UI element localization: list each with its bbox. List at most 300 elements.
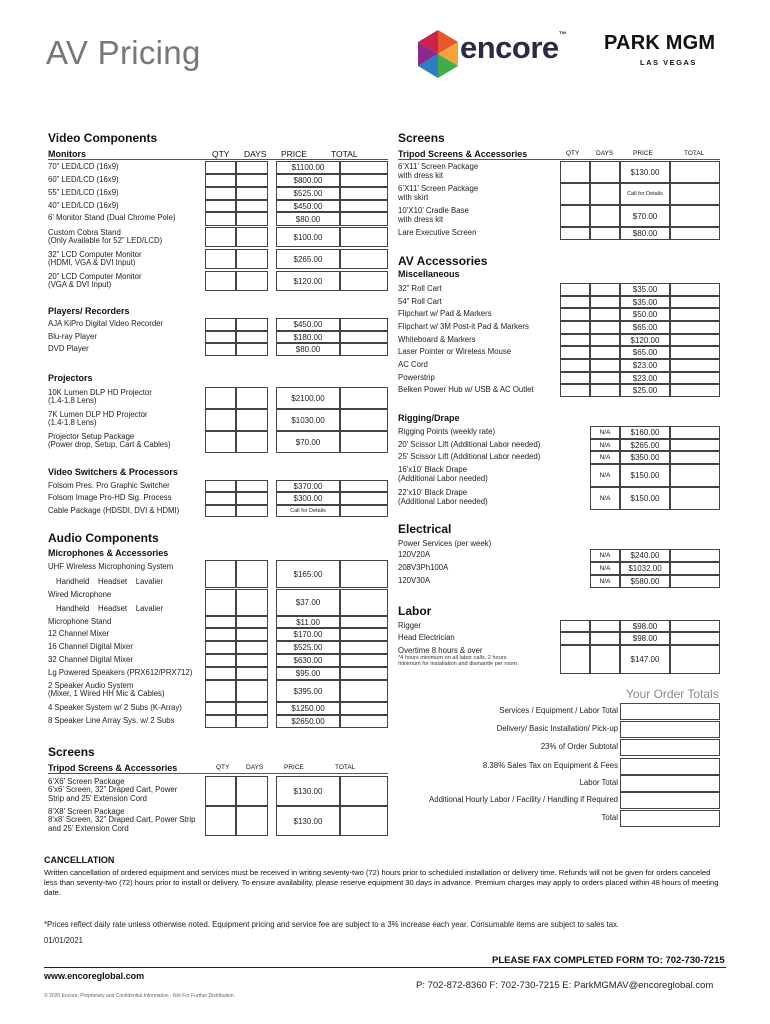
days-input[interactable]: [236, 560, 268, 588]
item-label: 2 Speaker Audio System: [48, 681, 134, 690]
total-input[interactable]: [340, 654, 388, 667]
item-detail: (1.4-1.8 Lens): [48, 396, 97, 405]
qty-input[interactable]: [590, 346, 620, 359]
qty-input[interactable]: [205, 492, 236, 505]
qty-input[interactable]: [590, 334, 620, 346]
qty-input[interactable]: [205, 702, 236, 715]
monitors-heading: Monitors: [48, 149, 86, 159]
total-input[interactable]: [340, 271, 388, 291]
total-input[interactable]: [670, 205, 720, 227]
total-input[interactable]: [670, 359, 720, 372]
qty-header-2: QTY: [216, 764, 230, 771]
qty-input-2[interactable]: [560, 346, 590, 359]
price-note: *Prices reflect daily rate unless otherwise noted. Equipment pricing and service fee are subject to a 3% increase each year. Consumable items are subject to sales tax.: [44, 920, 620, 929]
total-input[interactable]: [670, 384, 720, 397]
na-label: N/A: [599, 454, 611, 461]
item-label: 22’x10’ Black Drape: [398, 488, 468, 497]
qty-input[interactable]: [590, 620, 620, 632]
qty-input[interactable]: [205, 616, 236, 628]
total-input[interactable]: [340, 480, 388, 492]
tripod-screens-right-heading: Tripod Screens & Accessories: [398, 149, 528, 159]
price-value: $70.00: [295, 437, 321, 447]
qty-input[interactable]: [205, 318, 236, 331]
price-cell: [276, 641, 340, 654]
days-input[interactable]: [236, 318, 268, 331]
price-cell: [620, 161, 670, 183]
item-label: Lg Powered Speakers (PRX612/PRX712): [48, 668, 193, 677]
item-label: 6’X11’ Screen Package: [398, 162, 479, 171]
price-cell: [276, 680, 340, 702]
qty-input[interactable]: [205, 271, 236, 291]
item-label: 25’ Scissor Lift (Additional Labor needed): [398, 452, 541, 461]
total-row-input[interactable]: [620, 703, 720, 720]
qty-input[interactable]: [205, 200, 236, 212]
item-label: 7K Lumen DLP HD Projector: [48, 410, 148, 419]
total-input[interactable]: [670, 632, 720, 645]
days-input[interactable]: [236, 187, 268, 200]
total-input[interactable]: [670, 426, 720, 439]
uhf-options: Handheld Headset Lavalier: [56, 577, 164, 586]
price-cell: [620, 205, 670, 227]
item-label: Rigging Points (weekly rate): [398, 427, 496, 436]
price-value: $170.00: [293, 630, 323, 639]
price-value: $130.00: [293, 786, 323, 796]
item-label: DVD Player: [48, 344, 89, 353]
total-input[interactable]: [340, 431, 388, 453]
total-input[interactable]: [340, 806, 388, 836]
park-mgm-logo: PARK MGM: [604, 32, 716, 54]
days-input[interactable]: [236, 480, 268, 492]
page-title: AV Pricing: [46, 34, 201, 71]
price-value: $525.00: [293, 189, 323, 198]
price-cell: [276, 271, 340, 291]
qty-input-2[interactable]: [560, 283, 590, 296]
price-value: $165.00: [293, 569, 323, 579]
item-label: Whiteboard & Markers: [398, 335, 476, 344]
qty-input[interactable]: [590, 645, 620, 674]
qty-input[interactable]: [205, 343, 236, 356]
qty-input[interactable]: [590, 384, 620, 397]
total-input[interactable]: [340, 776, 388, 806]
item-label: 20” LCD Computer Monitor: [48, 272, 142, 281]
total-row-input[interactable]: [620, 792, 720, 809]
qty-input[interactable]: [205, 776, 236, 806]
qty-input[interactable]: [590, 575, 620, 588]
days-input[interactable]: [236, 161, 268, 174]
qty-input-2[interactable]: [560, 632, 590, 645]
total-input[interactable]: [670, 439, 720, 451]
total-input[interactable]: [340, 560, 388, 588]
days-input[interactable]: [236, 249, 268, 269]
item-label: Rigger: [398, 621, 421, 630]
qty-input[interactable]: [205, 187, 236, 200]
total-input[interactable]: [340, 589, 388, 616]
total-row-label: Additional Hourly Labor / Facility / Handling if Required: [429, 795, 618, 804]
item-label: 16’x10’ Black Drape: [398, 465, 468, 474]
total-input[interactable]: [340, 331, 388, 343]
total-header-2: TOTAL: [335, 764, 356, 771]
days-input[interactable]: [236, 628, 268, 641]
qty-input[interactable]: [205, 212, 236, 226]
qty-input[interactable]: [590, 487, 620, 510]
qty-input[interactable]: [205, 409, 236, 431]
total-input[interactable]: [670, 346, 720, 359]
item-detail: with dress kit: [398, 215, 444, 224]
days-input[interactable]: [236, 589, 268, 616]
days-input[interactable]: [236, 667, 268, 680]
price-cell: [620, 227, 670, 240]
total-input[interactable]: [340, 343, 388, 356]
item-label: AC Cord: [398, 360, 428, 369]
item-detail: 8’x8’ Screen, 32” Draped Cart, Power Strip: [48, 815, 196, 824]
qty-input-2[interactable]: [560, 296, 590, 308]
las-vegas-text: LAS VEGAS: [640, 58, 697, 67]
qty-input[interactable]: [205, 560, 236, 588]
total-row-input[interactable]: [620, 739, 720, 756]
na-label: N/A: [599, 578, 611, 585]
days-input[interactable]: [236, 227, 268, 247]
total-input[interactable]: [670, 562, 720, 575]
item-detail: (VGA & DVI Input): [48, 280, 112, 289]
days-input[interactable]: [236, 492, 268, 505]
item-detail: (1.4-1.8 Lens): [48, 418, 97, 427]
qty-input[interactable]: [205, 431, 236, 453]
total-row-input[interactable]: [620, 721, 720, 738]
total-input[interactable]: [670, 372, 720, 384]
item-label: 70” LED/LCD (16x9): [48, 162, 119, 171]
price-value: $300.00: [293, 494, 323, 503]
qty-input[interactable]: [205, 806, 236, 836]
item-label: 32” LCD Computer Monitor: [48, 250, 142, 259]
total-input[interactable]: [670, 321, 720, 334]
qty-input-2[interactable]: [560, 161, 590, 183]
qty-input-2[interactable]: [560, 372, 590, 384]
total-row-label: Services / Equipment / Labor Total: [499, 706, 618, 715]
price-value: $240.00: [630, 551, 660, 560]
days-input[interactable]: [236, 776, 268, 806]
qty-input[interactable]: [590, 283, 620, 296]
days-input[interactable]: [236, 431, 268, 453]
total-row-label: 23% of Order Subtotal: [540, 742, 618, 751]
encore-wordmark: encore™: [460, 30, 567, 65]
qty-input[interactable]: [590, 549, 620, 562]
total-input[interactable]: [340, 174, 388, 187]
qty-input[interactable]: [590, 632, 620, 645]
days-input[interactable]: [236, 174, 268, 187]
qty-input[interactable]: [590, 205, 620, 227]
price-cell: [620, 575, 670, 588]
price-value: $150.00: [630, 494, 660, 503]
total-input[interactable]: [340, 702, 388, 715]
item-label: 60” LED/LCD (16x9): [48, 175, 119, 184]
total-input[interactable]: [340, 616, 388, 628]
price-cell: [620, 334, 670, 346]
price-cell: [620, 426, 670, 439]
price-cell: [276, 227, 340, 247]
item-label: Lare Executive Screen: [398, 228, 477, 237]
item-label: Microphone Stand: [48, 617, 112, 626]
qty-input[interactable]: [205, 667, 236, 680]
price-cell: [276, 249, 340, 269]
price-value: $130.00: [293, 816, 323, 826]
item-label: 10K Lumen DLP HD Projector: [48, 388, 152, 397]
total-input[interactable]: [340, 492, 388, 505]
price-value: $120.00: [293, 276, 323, 286]
price-cell: [620, 359, 670, 372]
price-cell: [620, 645, 670, 674]
days-input[interactable]: [236, 680, 268, 702]
total-input[interactable]: [670, 334, 720, 346]
qty-input-2[interactable]: [560, 308, 590, 321]
price-value: $800.00: [293, 176, 323, 185]
item-label: 208V3Ph100A: [398, 563, 449, 572]
total-input[interactable]: [340, 249, 388, 269]
wired-options: Handheld Headset Lavalier: [56, 604, 164, 613]
qty-input[interactable]: [590, 372, 620, 384]
days-input[interactable]: [236, 654, 268, 667]
item-label: Blu-ray Player: [48, 332, 97, 341]
item-detail: (Power drop, Setup, Cart & Cables): [48, 440, 171, 449]
qty-input[interactable]: [590, 439, 620, 451]
qty-input-2[interactable]: [560, 205, 590, 227]
total-input[interactable]: [670, 283, 720, 296]
qty-input[interactable]: [590, 451, 620, 464]
qty-input[interactable]: [590, 426, 620, 439]
total-row-input[interactable]: [620, 758, 720, 775]
price-cell: [620, 439, 670, 451]
microphones-heading: Microphones & Accessories: [48, 548, 169, 558]
total-input[interactable]: [670, 549, 720, 562]
website-link[interactable]: www.encoreglobal.com: [44, 971, 145, 981]
item-label: 32” Roll Cart: [398, 284, 442, 293]
price-cell: [620, 372, 670, 384]
price-value: $630.00: [293, 656, 323, 665]
price-cell: [276, 331, 340, 343]
total-input[interactable]: [670, 308, 720, 321]
qty-input[interactable]: [590, 161, 620, 183]
total-input[interactable]: [340, 628, 388, 641]
price-cell: [276, 343, 340, 356]
price-value: $525.00: [293, 643, 323, 652]
item-label: 6’X6’ Screen Package: [48, 777, 125, 786]
qty-input-2[interactable]: [560, 645, 590, 674]
qty-input[interactable]: [590, 183, 620, 205]
total-input[interactable]: [340, 161, 388, 174]
qty-input-2[interactable]: [560, 334, 590, 346]
total-input[interactable]: [670, 645, 720, 674]
price-cell: [276, 628, 340, 641]
video-components-heading: Video Components: [48, 131, 158, 145]
total-input[interactable]: [670, 451, 720, 464]
price-value: $65.00: [632, 323, 658, 332]
days-input[interactable]: [236, 505, 268, 517]
price-value: Call for Details: [627, 191, 663, 197]
qty-input-2[interactable]: [560, 321, 590, 334]
total-input[interactable]: [340, 227, 388, 247]
qty-input[interactable]: [590, 308, 620, 321]
qty-input[interactable]: [590, 562, 620, 575]
price-cell: [276, 589, 340, 616]
item-label: Cable Package (HDSDI, DVI & HDMI): [48, 506, 180, 515]
days-header-3: DAYS: [596, 150, 614, 157]
total-row-input[interactable]: [620, 775, 720, 792]
days-input[interactable]: [236, 200, 268, 212]
item-label: 8 Speaker Line Array Sys. w/ 2 Subs: [48, 716, 175, 725]
qty-input-2[interactable]: [560, 359, 590, 372]
total-row-label: 8.38% Sales Tax on Equipment & Fees: [482, 761, 618, 770]
total-input[interactable]: [340, 667, 388, 680]
total-input[interactable]: [670, 620, 720, 632]
price-cell: [276, 560, 340, 588]
order-totals-heading: Your Order Totals: [626, 687, 719, 701]
total-input[interactable]: [340, 641, 388, 654]
total-input[interactable]: [340, 212, 388, 226]
na-label: N/A: [599, 552, 611, 559]
total-input[interactable]: [340, 680, 388, 702]
total-input[interactable]: [670, 464, 720, 487]
total-input[interactable]: [670, 487, 720, 510]
item-label: 6’X11’ Screen Package: [398, 184, 479, 193]
item-detail: 6’x6’ Screen, 32” Draped Cart, Power: [48, 785, 178, 794]
contact-info: P: 702-872-8360 F: 702-730-7215 E: ParkMGMAV@encoreglobal.com: [416, 980, 714, 991]
qty-input[interactable]: [590, 464, 620, 487]
qty-input-2[interactable]: [560, 620, 590, 632]
qty-input[interactable]: [205, 628, 236, 641]
qty-input[interactable]: [590, 321, 620, 334]
item-label: 120V20A: [398, 550, 431, 559]
price-cell: [620, 632, 670, 645]
form-date: 01/01/2021: [44, 936, 84, 945]
total-input[interactable]: [340, 318, 388, 331]
days-input[interactable]: [236, 715, 268, 728]
price-value: $350.00: [630, 453, 660, 462]
qty-input[interactable]: [205, 387, 236, 409]
days-input[interactable]: [236, 387, 268, 409]
price-cell: [276, 480, 340, 492]
item-note: *4 hours minimum on all labor calls. 2 hours: [398, 655, 507, 661]
days-input[interactable]: [236, 331, 268, 343]
price-value: $80.00: [632, 229, 658, 238]
item-detail: and 25’ Extension Cord: [48, 824, 129, 833]
item-label: 20’ Scissor Lift (Additional Labor needed): [398, 440, 541, 449]
qty-input[interactable]: [205, 589, 236, 616]
item-label: Custom Cobra Stand: [48, 228, 121, 237]
total-input[interactable]: [340, 387, 388, 409]
item-detail: with skirt: [398, 193, 429, 202]
qty-input[interactable]: [590, 227, 620, 240]
price-cell: [276, 667, 340, 680]
total-input[interactable]: [670, 227, 720, 240]
qty-input-2[interactable]: [560, 183, 590, 205]
days-input[interactable]: [236, 616, 268, 628]
qty-input[interactable]: [205, 249, 236, 269]
qty-input-2[interactable]: [560, 384, 590, 397]
qty-input[interactable]: [205, 641, 236, 654]
total-input[interactable]: [670, 161, 720, 183]
price-value: $65.00: [632, 348, 658, 357]
audio-components-heading: Audio Components: [48, 531, 159, 545]
total-header: TOTAL: [331, 149, 358, 159]
projectors-heading: Projectors: [48, 373, 93, 383]
total-header-3: TOTAL: [684, 150, 705, 157]
qty-input[interactable]: [205, 654, 236, 667]
qty-input-2[interactable]: [560, 227, 590, 240]
rigging-heading: Rigging/Drape: [398, 413, 460, 423]
price-cell: [276, 387, 340, 409]
total-row-label: Delivery/ Basic Installation/ Pick-up: [496, 724, 618, 733]
total-input[interactable]: [340, 715, 388, 728]
na-label: N/A: [599, 472, 611, 479]
total-input[interactable]: [340, 200, 388, 212]
item-label: Head Electrician: [398, 633, 455, 642]
price-cell: [620, 487, 670, 510]
price-value: $160.00: [630, 428, 660, 437]
total-input[interactable]: [670, 296, 720, 308]
uhf-label: UHF Wireless Microphoning System: [48, 562, 174, 571]
power-services-label: Power Services (per week): [398, 539, 492, 548]
price-cell: [620, 346, 670, 359]
total-input[interactable]: [670, 575, 720, 588]
price-value: $25.00: [632, 386, 658, 395]
price-value: $150.00: [630, 471, 660, 480]
price-value: $130.00: [630, 167, 660, 177]
price-value: $100.00: [293, 232, 323, 242]
price-value: $80.00: [295, 345, 321, 354]
price-value: $147.00: [630, 655, 660, 664]
total-row-input[interactable]: [620, 810, 720, 827]
total-input[interactable]: [340, 409, 388, 431]
qty-input[interactable]: [205, 161, 236, 174]
days-input[interactable]: [236, 212, 268, 226]
days-input[interactable]: [236, 409, 268, 431]
qty-input[interactable]: [590, 359, 620, 372]
total-input[interactable]: [670, 183, 720, 205]
wired-mic-label: Wired Microphone: [48, 590, 112, 599]
price-cell: [276, 492, 340, 505]
days-input[interactable]: [236, 806, 268, 836]
total-input[interactable]: [340, 505, 388, 517]
qty-input[interactable]: [205, 174, 236, 187]
item-label: Laser Pointer or Wireless Mouse: [398, 347, 512, 356]
price-value: $180.00: [293, 332, 323, 342]
item-label: 6’ Monitor Stand (Dual Chrome Pole): [48, 213, 176, 222]
price-cell: [620, 562, 670, 575]
qty-input[interactable]: [205, 227, 236, 247]
qty-header-3: QTY: [566, 150, 580, 157]
total-input[interactable]: [340, 187, 388, 200]
qty-input[interactable]: [590, 296, 620, 308]
qty-input[interactable]: [205, 680, 236, 702]
qty-input[interactable]: [205, 505, 236, 517]
days-input[interactable]: [236, 343, 268, 356]
qty-input[interactable]: [205, 331, 236, 343]
na-label: N/A: [599, 565, 611, 572]
total-row-label: Total: [601, 813, 618, 822]
price-value: $70.00: [632, 211, 658, 221]
price-cell: [620, 464, 670, 487]
qty-input[interactable]: [205, 715, 236, 728]
price-cell: [276, 161, 340, 174]
item-label: 16 Channel Digital Mixer: [48, 642, 133, 651]
days-input[interactable]: [236, 641, 268, 654]
price-value: $120.00: [630, 335, 660, 345]
qty-input[interactable]: [205, 480, 236, 492]
price-cell: [620, 321, 670, 334]
electrical-heading: Electrical: [398, 522, 452, 536]
days-input[interactable]: [236, 271, 268, 291]
days-input[interactable]: [236, 702, 268, 715]
item-label: Projector Setup Package: [48, 432, 135, 441]
